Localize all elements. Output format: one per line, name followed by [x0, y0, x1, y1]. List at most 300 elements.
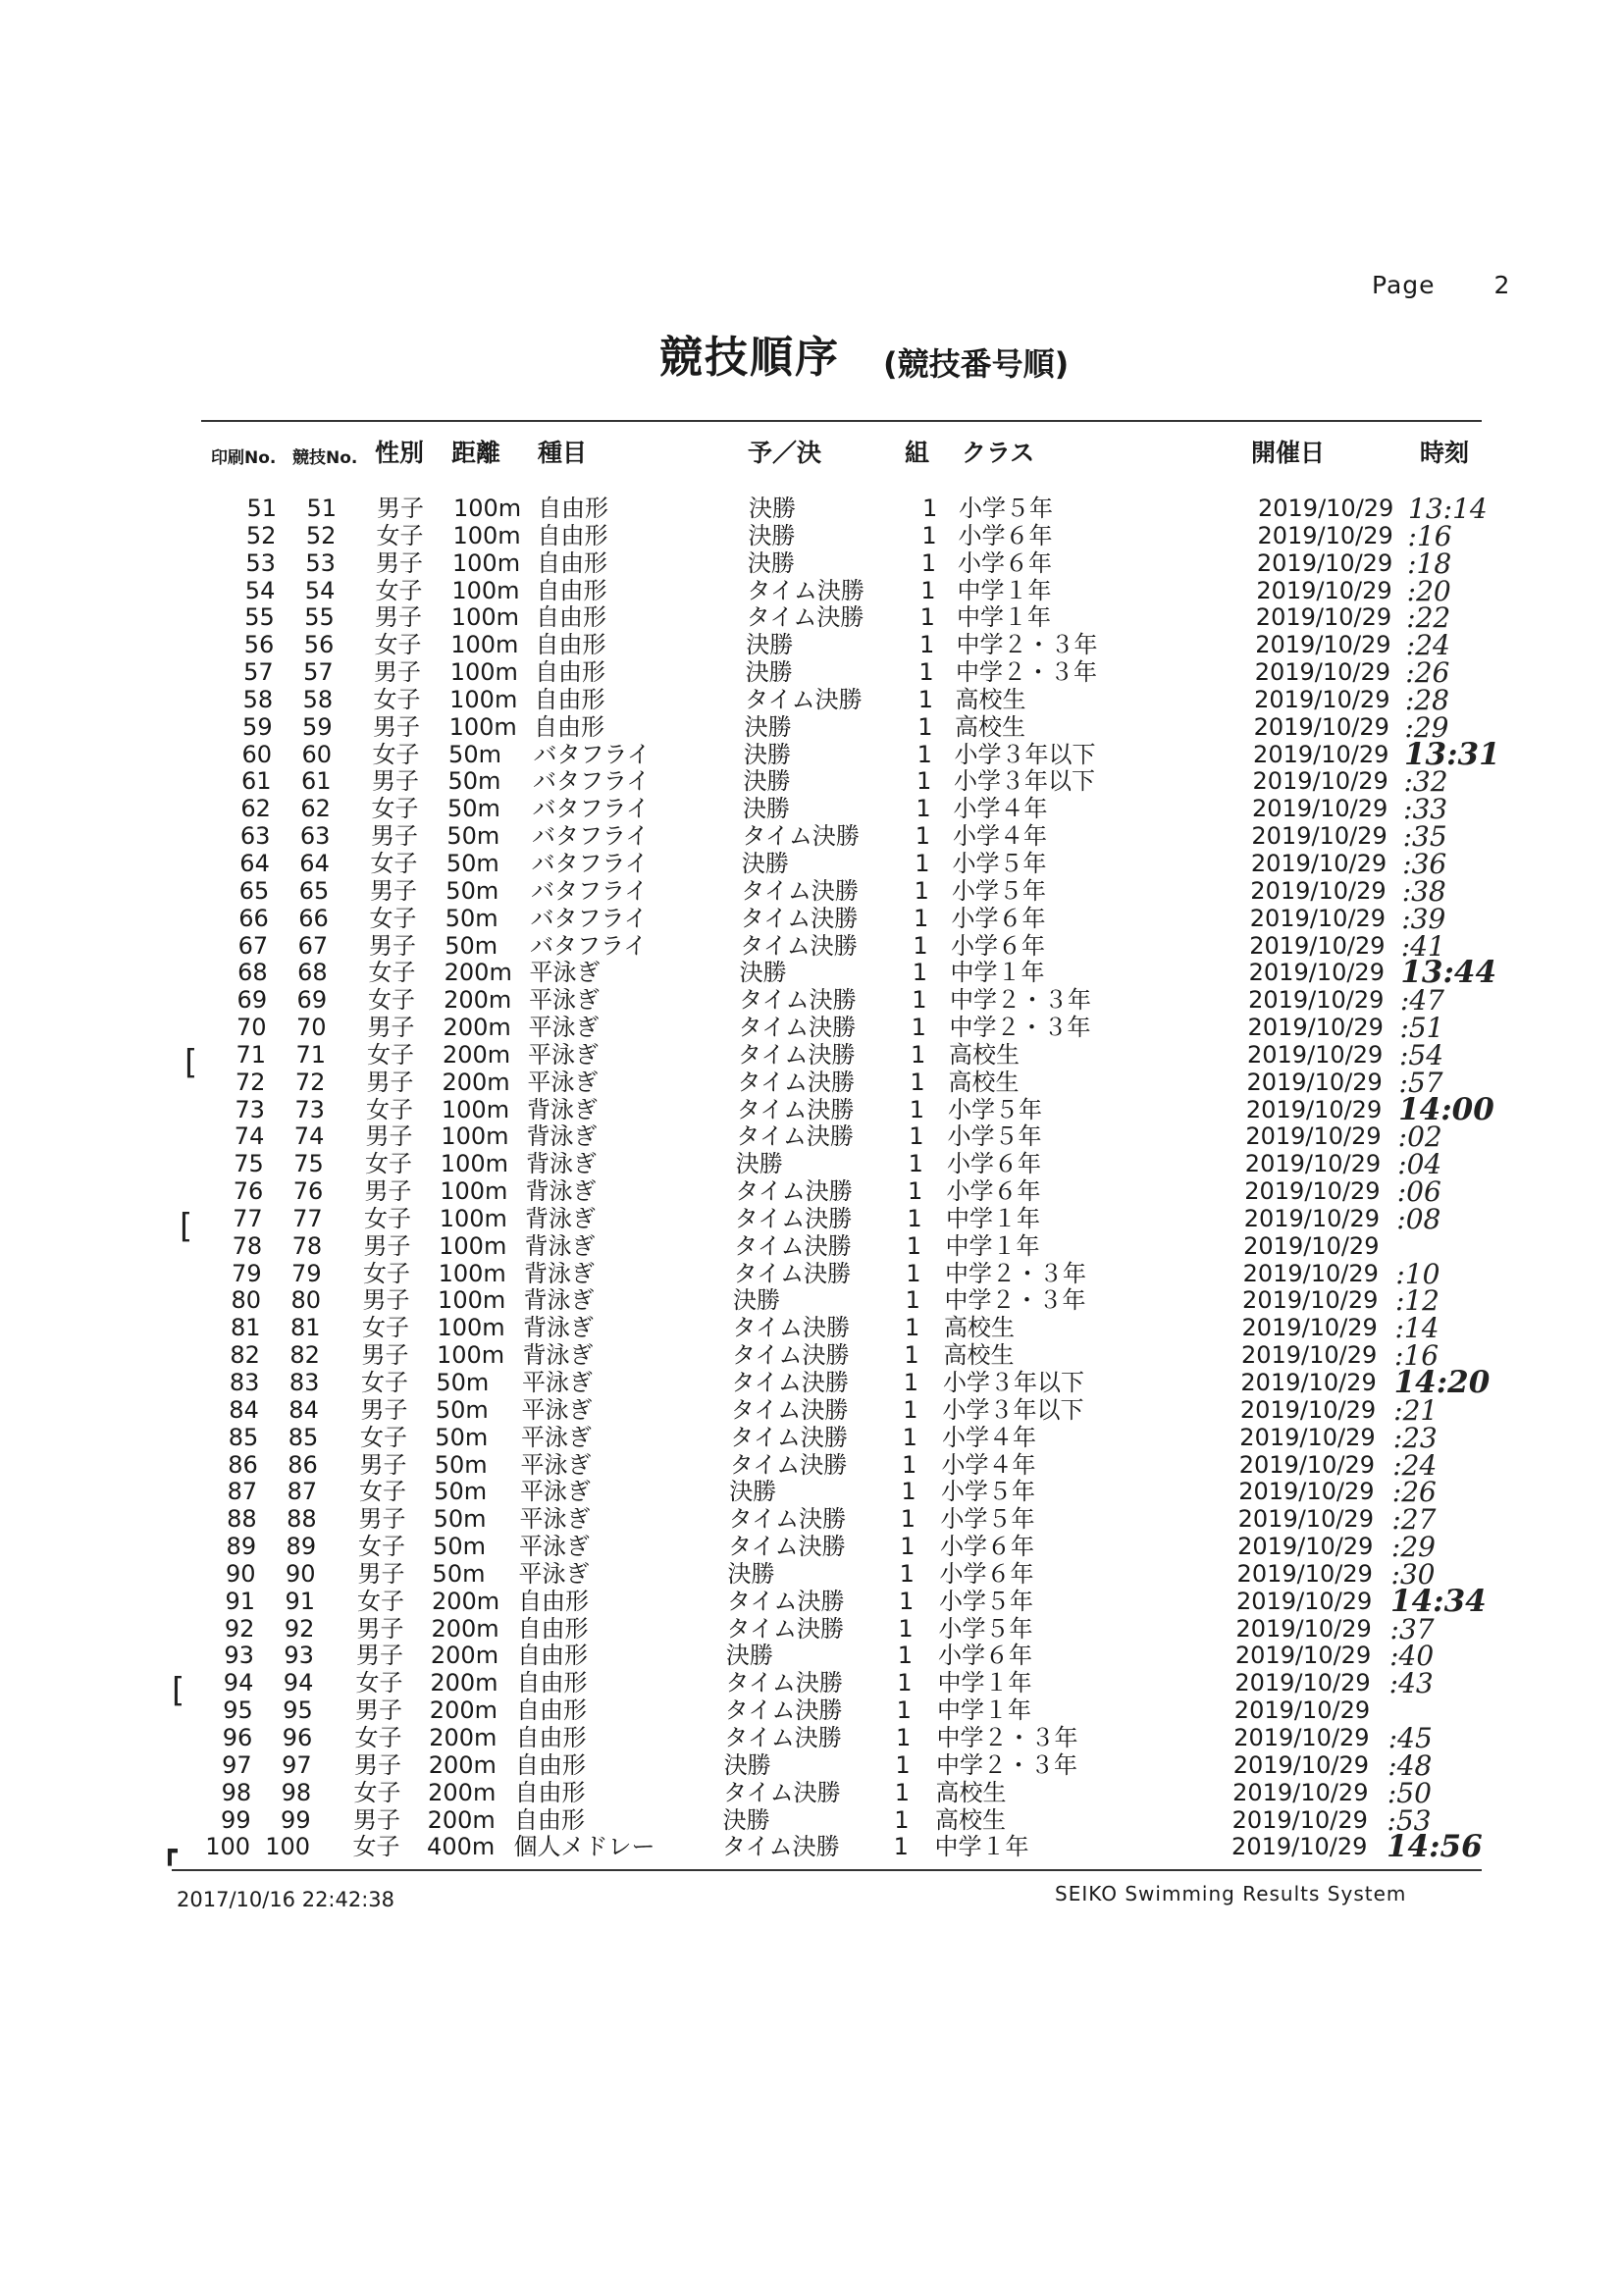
header-distance: 距離: [451, 439, 501, 467]
cell-handwritten-time: :33: [1403, 793, 1448, 826]
cell-distance: 100m: [451, 548, 521, 577]
cell-class: 中学１年: [937, 1669, 1032, 1697]
cell-gender: 女子: [372, 740, 420, 768]
cell-heat: 1: [903, 1369, 919, 1396]
cell-stroke: 背泳ぎ: [524, 1259, 595, 1287]
cell-handwritten-time: :26: [1405, 656, 1450, 690]
cell-stroke: 平泳ぎ: [528, 1040, 599, 1069]
cell-gender: 女子: [373, 685, 421, 713]
header-gender: 性別: [375, 439, 425, 467]
cell-stroke: 自由形: [538, 495, 608, 522]
cell-event-no: 76: [292, 1177, 324, 1206]
cell-stroke: 平泳ぎ: [520, 1450, 592, 1479]
table-row: [0, 519, 1623, 552]
table-row: [0, 793, 1623, 826]
cell-round: 決勝: [749, 495, 796, 522]
cell-date: 2019/10/29: [1257, 521, 1393, 549]
cell-event-no: 61: [300, 767, 332, 796]
cell-heat: 1: [910, 1068, 925, 1096]
cell-class: 小学３年以下: [942, 1395, 1084, 1424]
cell-heat: 1: [904, 1341, 919, 1370]
cell-stroke: 自由形: [536, 576, 607, 604]
cell-date: 2019/10/29: [1250, 849, 1387, 877]
cell-round: タイム決勝: [732, 1314, 851, 1342]
cell-date: 2019/10/29: [1240, 1341, 1378, 1370]
cell-distance: 100m: [441, 1095, 510, 1123]
cell-distance: 100m: [451, 576, 520, 604]
cell-round: タイム決勝: [734, 1204, 853, 1232]
cell-print-no: 91: [225, 1587, 255, 1615]
table-row: [0, 1421, 1623, 1454]
table-row: [0, 1697, 1623, 1725]
table-row: [0, 1175, 1623, 1209]
cell-gender: 男子: [365, 1122, 413, 1151]
cell-distance: 100m: [449, 658, 518, 687]
cell-heat: 1: [921, 521, 937, 549]
cell-handwritten-time: :43: [1388, 1667, 1434, 1700]
cell-print-no: 51: [246, 495, 277, 522]
table-row: [0, 1531, 1623, 1564]
cell-date: 2019/10/29: [1251, 795, 1388, 823]
cell-date: 2019/10/29: [1243, 1204, 1381, 1232]
cell-distance: 100m: [436, 1341, 505, 1370]
cell-distance: 100m: [438, 1286, 506, 1315]
cell-heat: 1: [911, 1040, 926, 1069]
cell-stroke: 背泳ぎ: [522, 1341, 594, 1370]
cell-date: 2019/10/29: [1232, 1750, 1370, 1779]
cell-stroke: 平泳ぎ: [527, 1068, 599, 1096]
cell-heat: 1: [905, 1286, 920, 1315]
cell-print-no: 79: [232, 1259, 262, 1287]
table-row: [0, 1640, 1623, 1673]
cell-handwritten-time: 14:00: [1398, 1091, 1494, 1127]
cell-distance: 50m: [448, 740, 501, 768]
bracket-100: ┏: [162, 1837, 178, 1866]
cell-gender: 男子: [366, 1068, 414, 1096]
cell-heat: 1: [902, 1450, 917, 1479]
cell-round: 決勝: [747, 548, 795, 577]
cell-stroke: バタフライ: [533, 740, 651, 768]
cell-print-no: 69: [236, 986, 268, 1015]
table-row: [0, 493, 1623, 525]
cell-distance: 50m: [435, 1395, 489, 1424]
cell-stroke: 自由形: [515, 1750, 586, 1779]
cell-class: 小学３年以下: [954, 740, 1096, 768]
cell-round: タイム決勝: [739, 986, 857, 1015]
cell-print-no: 86: [228, 1450, 258, 1479]
cell-round: タイム決勝: [734, 1231, 852, 1260]
cell-stroke: 自由形: [534, 685, 605, 713]
cell-date: 2019/10/29: [1253, 740, 1389, 768]
cell-heat: 1: [920, 548, 937, 577]
cell-date: 2019/10/29: [1258, 495, 1394, 522]
cell-class: 小学５年: [941, 1478, 1035, 1506]
header-time: 時刻: [1420, 439, 1470, 467]
cell-date: 2019/10/29: [1239, 1423, 1376, 1451]
cell-heat: 1: [919, 631, 935, 659]
cell-class: 小学５年: [938, 1614, 1033, 1643]
cell-handwritten-time: :32: [1403, 765, 1448, 799]
cell-print-no: 89: [226, 1533, 257, 1561]
cell-date: 2019/10/29: [1246, 1068, 1383, 1096]
cell-date: 2019/10/29: [1237, 1533, 1374, 1561]
cell-event-no: 69: [296, 986, 328, 1015]
table-row: [0, 847, 1623, 880]
cell-heat: 1: [906, 1231, 922, 1260]
cell-heat: 1: [908, 1150, 923, 1178]
cell-heat: 1: [897, 1642, 914, 1670]
table-row: [0, 1012, 1623, 1045]
header-print-no: 印刷No.: [211, 448, 277, 468]
cell-event-no: 75: [293, 1150, 324, 1178]
cell-stroke: 自由形: [517, 1642, 588, 1670]
cell-event-no: 57: [303, 658, 334, 687]
cell-distance: 200m: [427, 1805, 496, 1834]
cell-heat: 1: [919, 603, 935, 632]
cell-gender: 男子: [371, 822, 418, 851]
cell-handwritten-time: :41: [1400, 929, 1445, 963]
cell-round: 決勝: [742, 795, 790, 823]
cell-class: 高校生: [935, 1778, 1007, 1806]
cell-event-no: 78: [291, 1231, 323, 1260]
cell-print-no: 61: [240, 767, 272, 796]
cell-distance: 200m: [431, 1614, 499, 1643]
cell-stroke: 自由形: [516, 1696, 587, 1725]
cell-print-no: 54: [244, 576, 276, 604]
cell-class: 小学５年: [952, 849, 1047, 877]
cell-distance: 50m: [446, 822, 500, 851]
header-stroke: 種目: [538, 439, 588, 467]
table-row: [0, 984, 1623, 1018]
cell-round: 決勝: [727, 1559, 775, 1588]
cell-date: 2019/10/29: [1248, 959, 1385, 987]
cell-print-no: 84: [229, 1395, 259, 1424]
cell-class: 中学２・３年: [956, 631, 1098, 659]
cell-heat: 1: [920, 576, 936, 604]
cell-date: 2019/10/29: [1232, 1778, 1369, 1806]
cell-round: タイム決勝: [722, 1833, 840, 1861]
cell-date: 2019/10/29: [1245, 1122, 1382, 1151]
cell-print-no: 55: [244, 603, 275, 632]
cell-heat: 1: [914, 876, 929, 905]
cell-print-no: 85: [228, 1423, 259, 1451]
cell-stroke: 平泳ぎ: [529, 959, 601, 987]
cell-date: 2019/10/29: [1231, 1805, 1368, 1834]
header-date: 開催日: [1251, 439, 1326, 467]
cell-date: 2019/10/29: [1234, 1642, 1372, 1670]
table-row: [0, 1393, 1623, 1427]
cell-date: 2019/10/29: [1249, 931, 1386, 960]
cell-handwritten-time: :36: [1402, 847, 1447, 880]
cell-print-no: 52: [245, 521, 277, 549]
cell-event-no: 65: [298, 876, 330, 905]
cell-class: 中学２・３年: [945, 1259, 1086, 1287]
cell-round: タイム決勝: [723, 1778, 841, 1806]
cell-distance: 200m: [444, 986, 512, 1015]
cell-distance: 50m: [433, 1505, 487, 1534]
cell-date: 2019/10/29: [1242, 1259, 1379, 1287]
cell-date: 2019/10/29: [1234, 1669, 1371, 1697]
cell-class: 中学１年: [934, 1833, 1029, 1861]
cell-handwritten-time: :08: [1396, 1202, 1441, 1235]
cell-handwritten-time: :24: [1392, 1448, 1438, 1482]
cell-stroke: バタフライ: [532, 822, 650, 851]
cell-handwritten-time: :02: [1397, 1121, 1442, 1154]
cell-stroke: 背泳ぎ: [525, 1177, 597, 1206]
cell-class: 高校生: [948, 1068, 1020, 1096]
cell-round: タイム決勝: [736, 1122, 854, 1151]
cell-heat: 1: [917, 712, 933, 741]
cell-event-no: 64: [299, 849, 330, 877]
cell-class: 小学５年: [952, 876, 1046, 905]
cell-stroke: 自由形: [516, 1669, 588, 1697]
cell-heat: 1: [915, 849, 930, 877]
cell-event-no: 66: [298, 904, 329, 932]
table-row: [0, 1038, 1623, 1071]
cell-stroke: 自由形: [517, 1614, 589, 1643]
cell-round: タイム決勝: [741, 876, 859, 905]
cell-heat: 1: [900, 1533, 916, 1561]
cell-gender: 男子: [370, 876, 417, 905]
cell-round: 決勝: [744, 712, 792, 741]
cell-stroke: バタフライ: [533, 767, 651, 796]
cell-gender: 女子: [364, 1204, 411, 1232]
cell-class: 小学５年: [959, 495, 1053, 522]
table-row: [0, 1365, 1623, 1400]
cell-handwritten-time: :10: [1395, 1257, 1440, 1290]
cell-date: 2019/10/29: [1233, 1696, 1371, 1725]
cell-heat: 1: [903, 1395, 918, 1424]
header-event-no: 競技No.: [292, 448, 358, 468]
cell-handwritten-time: :21: [1393, 1393, 1439, 1427]
cell-stroke: 平泳ぎ: [528, 1014, 600, 1042]
cell-print-no: 98: [221, 1778, 252, 1806]
cell-gender: 女子: [369, 904, 417, 932]
cell-print-no: 64: [239, 849, 270, 877]
table-row: [0, 1667, 1623, 1700]
cell-gender: 男子: [360, 1395, 408, 1424]
cell-heat: 1: [922, 495, 938, 522]
cell-class: 小学４年: [953, 795, 1048, 823]
cell-distance: 100m: [440, 1150, 508, 1178]
cell-date: 2019/10/29: [1240, 1369, 1377, 1396]
cell-class: 小学４年: [953, 822, 1047, 851]
printed-timestamp: 2017/10/16 22:42:38: [177, 1888, 395, 1911]
table-row: [0, 1148, 1623, 1181]
table-row: [0, 1448, 1623, 1482]
cell-event-no: 89: [286, 1533, 317, 1561]
cell-event-no: 67: [297, 931, 329, 960]
cell-round: タイム決勝: [730, 1395, 849, 1424]
cell-handwritten-time: :20: [1406, 574, 1451, 607]
cell-print-no: 56: [243, 631, 275, 659]
cell-distance: 50m: [445, 931, 498, 960]
cell-print-no: 53: [245, 548, 276, 577]
cell-round: 決勝: [745, 658, 793, 687]
cell-round: タイム決勝: [737, 1068, 855, 1096]
cell-heat: 1: [895, 1750, 911, 1779]
cell-event-no: 55: [304, 603, 335, 632]
cell-date: 2019/10/29: [1235, 1614, 1372, 1643]
cell-heat: 1: [906, 1259, 921, 1287]
cell-round: タイム決勝: [740, 931, 858, 960]
cell-date: 2019/10/29: [1244, 1150, 1382, 1178]
cell-gender: 男子: [357, 1559, 405, 1588]
cell-stroke: 自由形: [535, 658, 605, 687]
cell-class: 小学６年: [938, 1642, 1032, 1670]
cell-round: タイム決勝: [728, 1505, 847, 1534]
cell-print-no: 95: [223, 1696, 253, 1725]
cell-print-no: 88: [227, 1505, 257, 1534]
cell-class: 高校生: [944, 1314, 1015, 1342]
table-row: [0, 1776, 1623, 1809]
page-value: 2: [1493, 271, 1511, 299]
cell-gender: 女子: [368, 986, 415, 1015]
cell-handwritten-time: :29: [1404, 710, 1449, 744]
cell-round: タイム決勝: [731, 1369, 849, 1396]
cell-gender: 女子: [360, 1423, 407, 1451]
bracket-71-72: [: [184, 1043, 198, 1082]
cell-print-no: 65: [238, 876, 270, 905]
cell-round: 決勝: [748, 521, 796, 549]
cell-gender: 男子: [358, 1505, 406, 1534]
cell-heat: 1: [916, 740, 932, 768]
cell-handwritten-time: :29: [1390, 1531, 1436, 1564]
cell-event-no: 52: [305, 521, 337, 549]
cell-round: タイム決勝: [736, 1095, 855, 1123]
cell-event-no: 81: [289, 1314, 321, 1342]
cell-distance: 100m: [440, 1177, 508, 1206]
cell-distance: 100m: [450, 603, 519, 632]
cell-round: タイム決勝: [738, 1014, 857, 1042]
footer-rule: [172, 1869, 1482, 1871]
cell-stroke: 自由形: [537, 521, 608, 549]
cell-event-no: 79: [291, 1259, 322, 1287]
cell-gender: 女子: [359, 1478, 406, 1506]
cell-gender: 男子: [353, 1805, 400, 1834]
page-number: [1372, 271, 1569, 299]
cell-heat: 1: [897, 1669, 913, 1697]
cell-date: 2019/10/29: [1239, 1395, 1377, 1424]
cell-heat: 1: [905, 1314, 920, 1342]
cell-heat: 1: [898, 1614, 914, 1643]
cell-handwritten-time: :23: [1392, 1421, 1438, 1454]
cell-print-no: 97: [222, 1750, 252, 1779]
cell-distance: 50m: [447, 767, 501, 796]
table-row: [0, 765, 1623, 799]
cell-date: 2019/10/29: [1237, 1505, 1374, 1534]
table-row: [0, 1339, 1623, 1373]
cell-distance: 100m: [438, 1259, 506, 1287]
cell-event-no: 97: [282, 1750, 312, 1779]
cell-print-no: 100: [205, 1833, 251, 1861]
cell-handwritten-time: :16: [1394, 1339, 1440, 1373]
cell-round: 決勝: [739, 959, 787, 987]
cell-handwritten-time: :48: [1387, 1748, 1433, 1782]
table-row: [0, 710, 1623, 744]
cell-round: 決勝: [723, 1750, 771, 1779]
cell-gender: 女子: [362, 1314, 409, 1342]
cell-class: 中学１年: [950, 959, 1045, 987]
cell-distance: 200m: [443, 1014, 511, 1042]
cell-round: タイム決勝: [730, 1423, 848, 1451]
cell-distance: 100m: [453, 495, 522, 522]
cell-heat: 1: [909, 1095, 925, 1123]
cell-print-no: 67: [237, 931, 269, 960]
header-rule: [201, 420, 1482, 422]
cell-print-no: 82: [230, 1341, 260, 1370]
cell-round: 決勝: [743, 767, 791, 796]
cell-event-no: 99: [281, 1805, 311, 1834]
cell-date: 2019/10/29: [1233, 1723, 1370, 1751]
cell-heat: 1: [896, 1723, 912, 1751]
table-row: [0, 736, 1623, 772]
table-row: [0, 1233, 1623, 1261]
table-row: [0, 820, 1623, 854]
cell-print-no: 60: [241, 740, 273, 768]
cell-stroke: 背泳ぎ: [526, 1150, 597, 1178]
cell-event-no: 59: [302, 712, 333, 741]
cell-event-no: 80: [290, 1286, 322, 1315]
cell-class: 中学２・３年: [936, 1723, 1078, 1751]
cell-stroke: 自由形: [514, 1778, 586, 1806]
cell-heat: 1: [907, 1204, 922, 1232]
cell-stroke: 自由形: [534, 712, 604, 741]
cell-gender: 男子: [364, 1177, 412, 1206]
cell-date: 2019/10/29: [1254, 685, 1390, 713]
cell-stroke: バタフライ: [530, 931, 648, 960]
cell-gender: 女子: [361, 1369, 408, 1396]
cell-gender: 男子: [375, 603, 422, 632]
cell-distance: 200m: [432, 1587, 500, 1615]
cell-gender: 女子: [354, 1723, 402, 1751]
cell-distance: 100m: [439, 1204, 507, 1232]
cell-handwritten-time: :37: [1389, 1612, 1435, 1645]
cell-print-no: 76: [233, 1177, 264, 1206]
cell-gender: 女子: [355, 1669, 403, 1697]
cell-event-no: 51: [306, 495, 337, 522]
cell-gender: 男子: [367, 1014, 415, 1042]
table-row: [0, 929, 1623, 963]
cell-class: 小学６年: [939, 1559, 1034, 1588]
cell-distance: 50m: [435, 1423, 489, 1451]
cell-print-no: 78: [232, 1231, 263, 1260]
cell-date: 2019/10/29: [1242, 1286, 1379, 1315]
table-row: [0, 1091, 1623, 1127]
cell-distance: 50m: [446, 795, 500, 823]
cell-heat: 1: [894, 1778, 911, 1806]
cell-event-no: 60: [301, 740, 333, 768]
cell-distance: 100m: [450, 631, 519, 659]
cell-gender: 男子: [359, 1450, 407, 1479]
cell-round: タイム決勝: [746, 603, 864, 632]
cell-date: 2019/10/29: [1238, 1478, 1375, 1506]
cell-distance: 200m: [442, 1068, 510, 1096]
cell-print-no: 59: [242, 712, 273, 741]
cell-heat: 1: [915, 822, 931, 851]
table-row: [0, 1557, 1623, 1591]
cell-heat: 1: [902, 1423, 917, 1451]
cell-round: タイム決勝: [728, 1533, 846, 1561]
cell-class: 小学４年: [942, 1423, 1036, 1451]
header-class: クラス: [962, 439, 1035, 467]
cell-distance: 100m: [448, 712, 517, 741]
cell-handwritten-time: :12: [1394, 1284, 1440, 1318]
cell-heat: 1: [916, 767, 932, 796]
cell-class: 中学１年: [957, 576, 1052, 604]
table-row: [0, 1476, 1623, 1509]
cell-event-no: 98: [281, 1778, 312, 1806]
